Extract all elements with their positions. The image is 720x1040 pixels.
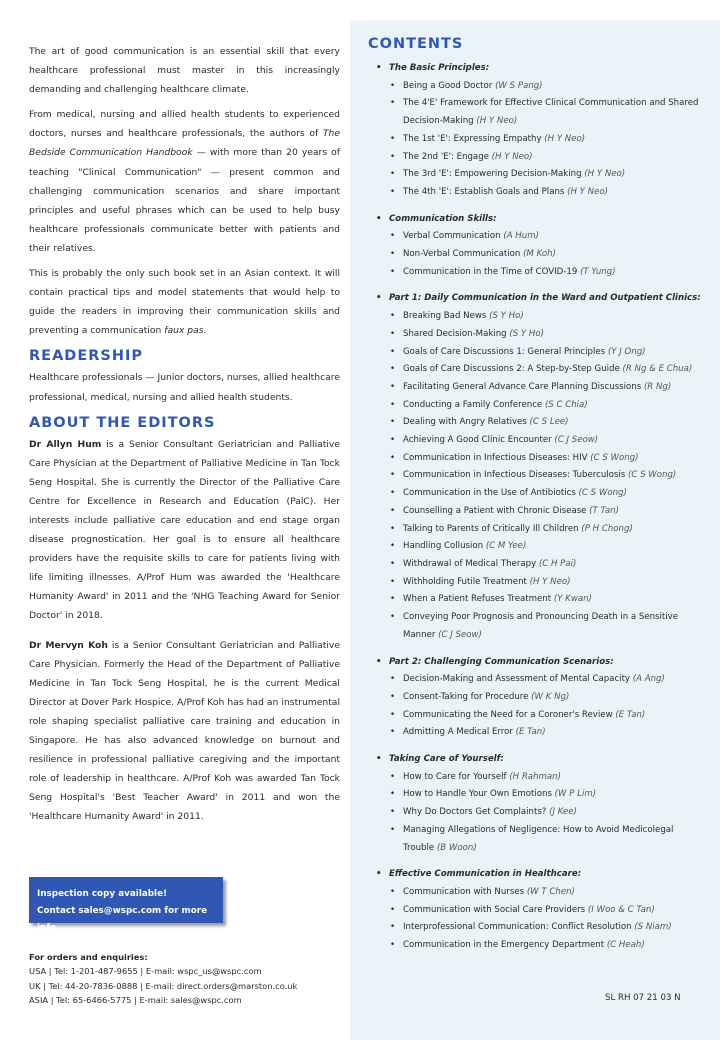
contents-item	[375, 467, 710, 485]
contents-item	[375, 264, 710, 282]
contents-item	[375, 485, 710, 503]
book-title: The Bedside Communication Handbook	[29, 128, 340, 159]
chapter-author: (H Y Neo)	[584, 169, 626, 180]
contents-item	[375, 689, 710, 707]
chapter-title: Communication with Social Care Providers	[403, 904, 588, 915]
contents-item	[375, 149, 710, 167]
contents-item	[375, 450, 710, 468]
intro-text-3-italic: faux pas	[164, 325, 204, 337]
orders-asia: ASIA | Tel: 65-6466-5775 | E-mail: sales@wspc.com	[29, 995, 242, 1006]
chapter-title: Breaking Bad News	[403, 311, 490, 322]
chapter-author: (T Tan)	[589, 505, 619, 516]
contents-item	[375, 591, 710, 609]
inspection-more-info: for more info	[37, 906, 208, 933]
chapter-title: Withholding Futile Treatment	[403, 576, 530, 587]
contents-section	[375, 290, 710, 644]
chapter-author: (H Y Neo)	[529, 576, 571, 587]
chapter-author: (J Kee)	[549, 807, 577, 818]
contents-section-heading: • Part 1: Daily Communication in the Ward and Outpatient Clinics:	[375, 290, 710, 308]
chapter-author: (E Tan)	[515, 727, 546, 738]
chapter-title: Conveying Poor Prognosis and Pronouncing Death in a Sensitive Manner	[403, 612, 679, 640]
chapter-author: (H Y Neo)	[491, 151, 533, 162]
contents-item	[375, 344, 710, 362]
contents-item	[375, 707, 710, 725]
chapter-author: (C S Lee)	[529, 417, 569, 428]
chapter-author: (W S Pang)	[495, 80, 543, 91]
readership-heading: READERSHIP	[29, 348, 143, 365]
contents-item	[375, 724, 710, 742]
chapter-author: (I Woo & C Tan)	[587, 904, 655, 915]
chapter-author: (A Ang)	[632, 674, 665, 685]
chapter-author: (H Y Neo)	[544, 133, 586, 144]
contents-section	[375, 866, 710, 955]
chapter-author: (T Yung)	[580, 266, 616, 277]
chapter-title: Withdrawal of Medical Therapy	[403, 558, 539, 569]
editors-heading: ABOUT THE EDITORS	[29, 414, 216, 431]
contents-item	[375, 228, 710, 246]
chapter-title: Achieving A Good Clinic Encounter	[403, 435, 555, 446]
editor-text-2: is a Senior Consultant Geriatrician and Palliative Care Physician. Formerly the Head of the Department of Palliative Medicine in Tan Tock Seng Hospital, he is the current Medical Director at Dover Park Hospice. A/Prof Koh has had an instrumental role shaping specialist palliative care training and education in Singapore. He has also advanced knowledge on burnout and resilience in professional palliative caregiving and the important role of leadership in healthcare. A/Prof Koh was awarded Tan Tock Seng Hospital's 'Best Teacher Award' in 2011 and won the 'Healthcare Humanity Award' in 2011.	[29, 639, 340, 823]
contents-item	[375, 95, 710, 130]
contents-item	[375, 769, 710, 787]
chapter-title: Decision-Making and Assessment of Mental Capacity	[403, 674, 633, 685]
contents-item	[375, 308, 710, 326]
chapter-title: Non-Verbal Communication	[403, 249, 524, 260]
chapter-author: (S C Chia)	[544, 399, 588, 410]
inspection-line-2	[37, 903, 223, 937]
editor-bio-1	[29, 435, 340, 626]
contents-item	[375, 822, 710, 857]
orders-title: For orders and enquiries:	[29, 952, 148, 962]
chapter-author: (C Heah)	[606, 940, 645, 951]
chapter-author: (B Woon)	[436, 842, 477, 853]
chapter-author: (Y J Ong)	[607, 346, 646, 357]
contents-section	[375, 60, 710, 202]
chapter-title: How to Handle Your Own Emotions	[403, 789, 555, 800]
contents-item	[375, 246, 710, 264]
chapter-author: (C M Yee)	[485, 541, 527, 552]
contents-item	[375, 166, 710, 184]
contents-section-heading: • Communication Skills:	[375, 211, 710, 229]
contents-section-heading: • Part 2: Challenging Communication Scenarios:	[375, 654, 710, 672]
contents-item	[375, 884, 710, 902]
inspection-email-link[interactable]: sales@wspc.com	[78, 906, 162, 916]
chapter-title: Handling Collusion	[403, 541, 486, 552]
editor-name-2: Dr Mervyn Koh	[29, 639, 108, 651]
chapter-title: Talking to Parents of Critically Ill Children	[403, 523, 582, 534]
orders-uk: UK | Tel: 44-20-7836-0888 | E-mail: direct.orders@marston.co.uk	[29, 980, 298, 991]
chapter-title: The 3rd 'E': Empowering Decision-Making	[403, 169, 585, 180]
contents-item	[375, 538, 710, 556]
chapter-author: (S Y Ho)	[489, 311, 524, 322]
inspection-copy-box[interactable]	[29, 877, 223, 933]
chapter-title: Communication in Infectious Diseases: Tuberculosis	[403, 470, 628, 481]
intro-text-2b: — with more than 20 years of teaching "Clinical Communication" — present common and challenging communication scenarios and share important principles and useful phrases which can be used to help busy healthcare professionals communicate better with patients and their relatives.	[29, 147, 340, 254]
chapter-author: (W K Ng)	[531, 691, 570, 702]
chapter-title: Why Do Doctors Get Complaints?	[403, 807, 550, 818]
contents-item	[375, 937, 710, 955]
chapter-author: (E Tan)	[615, 709, 646, 720]
editor-text-1: is a Senior Consultant Geriatrician and Palliative Care Physician at the Department of Palliative Medicine in Tan Tock Seng Hospital. She is currently the Director of the Palliative Care Centre for Excellence in Research and Education (PalC). Her interests include palliative care education and end stage organ disease prognostication. Her goal is to ensure all healthcare providers have the requisite skills to care for patients living with life limiting illnesses. A/Prof Hum was awarded the 'Healthcare Humanity Award' in 2011 and the 'NHG Teaching Award for Senior Doctor' in 2018.	[29, 438, 340, 622]
contents-item	[375, 804, 710, 822]
chapter-title: When a Patient Refuses Treatment	[403, 594, 554, 605]
intro-text-3a: This is probably the only such book set in an Asian context. It will contain practical tips and model statements that would help to guide the readers in improving their communication skills and preventing a communication	[29, 268, 340, 337]
left-column	[29, 42, 340, 836]
intro-text-3b: .	[203, 325, 207, 337]
chapter-author: (P H Chong)	[581, 523, 633, 534]
chapter-author: (C H Pai)	[538, 558, 577, 569]
orders-usa: USA | Tel: 1-201-487-9655 | E-mail: wspc_us@wspc.com	[29, 966, 262, 977]
chapter-author: (M Koh)	[523, 249, 556, 260]
chapter-title: Admitting A Medical Error	[403, 727, 516, 738]
inspection-line-1: Inspection copy available!	[37, 889, 168, 899]
contents-item	[375, 503, 710, 521]
contents-item	[375, 671, 710, 689]
contents-section-heading: • Taking Care of Yourself:	[375, 751, 710, 769]
table-of-contents	[375, 60, 710, 964]
intro-paragraph-2	[29, 105, 340, 258]
contents-item	[375, 919, 710, 937]
catalog-code: SL RH 07 21 03 N	[605, 993, 681, 1003]
chapter-author: (C S Wong)	[628, 470, 677, 481]
chapter-author: (A Hum)	[503, 231, 539, 242]
contents-section	[375, 751, 710, 857]
intro-text-2a: From medical, nursing and allied health students to experienced doctors, nurses and healthcare professionals, the authors of	[29, 109, 340, 140]
chapter-author: (C S Wong)	[578, 488, 627, 499]
chapter-title: Facilitating General Advance Care Planning Discussions	[403, 381, 644, 392]
chapter-title: The 4'E' Framework for Effective Clinical Communication and Shared Decision-Making	[403, 98, 699, 127]
chapter-title: Interprofessional Communication: Conflict Resolution	[403, 922, 635, 933]
chapter-title: Dealing with Angry Relatives	[403, 417, 530, 428]
chapter-author: (W P Lim)	[554, 789, 597, 800]
chapter-title: Consent-Taking for Procedure	[403, 691, 532, 702]
chapter-title: Goals of Care Discussions 2: A Step-by-Step Guide	[403, 364, 623, 375]
contents-item	[375, 432, 710, 450]
contents-section-heading: • Effective Communication in Healthcare:	[375, 866, 710, 884]
contents-item	[375, 786, 710, 804]
chapter-author: (C J Seow)	[554, 435, 599, 446]
chapter-author: (S Y Ho)	[509, 328, 544, 339]
chapter-author: (R Ng)	[643, 381, 672, 392]
chapter-title: Shared Decision-Making	[403, 328, 510, 339]
orders-block	[29, 950, 349, 1008]
chapter-title: The 4th 'E': Establish Goals and Plans	[403, 186, 568, 197]
editor-name-1: Dr Allyn Hum	[29, 438, 102, 450]
chapter-title: Communication in the Emergency Department	[403, 940, 607, 951]
contents-item	[375, 609, 710, 644]
contents-item	[375, 521, 710, 539]
chapter-title: Counselling a Patient with Chronic Disease	[403, 505, 590, 516]
contents-item	[375, 556, 710, 574]
chapter-author: (C S Wong)	[590, 452, 639, 463]
chapter-title: Goals of Care Discussions 1: General Principles	[403, 346, 608, 357]
chapter-title: Being a Good Doctor	[403, 80, 496, 91]
contents-item	[375, 78, 710, 96]
editor-bio-2	[29, 636, 340, 827]
chapter-title: Managing Allegations of Negligence: How to Avoid Medicolegal Trouble	[403, 824, 674, 853]
contents-section-heading: • The Basic Principles:	[375, 60, 710, 78]
chapter-title: The 1st 'E': Expressing Empathy	[403, 133, 545, 144]
chapter-author: (S Niam)	[634, 922, 672, 933]
contents-item	[375, 131, 710, 149]
chapter-title: Verbal Communication	[403, 231, 504, 242]
contents-item	[375, 902, 710, 920]
chapter-author: (W T Chen)	[526, 886, 575, 897]
chapter-author: (Y Kwan)	[553, 594, 592, 605]
contents-item	[375, 414, 710, 432]
chapter-title: How to Care for Yourself	[403, 771, 510, 782]
chapter-author: (H Rahman)	[509, 771, 561, 782]
chapter-title: Communication with Nurses	[403, 886, 527, 897]
contents-item	[375, 574, 710, 592]
chapter-title: The 2nd 'E': Engage	[403, 151, 492, 162]
contents-section	[375, 654, 710, 743]
chapter-author: (H Y Neo)	[476, 116, 518, 127]
contents-item	[375, 184, 710, 202]
contents-section	[375, 211, 710, 282]
inspection-contact-text: Contact	[37, 906, 79, 916]
chapter-title: Communication in the Time of COVID-19	[403, 266, 581, 277]
chapter-author: (H Y Neo)	[567, 186, 608, 197]
intro-paragraph-1	[29, 42, 340, 99]
chapter-author: (R Ng & E Chua)	[622, 364, 693, 375]
chapter-title: Communicating the Need for a Coroner's Review	[403, 709, 616, 720]
contents-item	[375, 397, 710, 415]
contents-title: CONTENTS	[368, 36, 464, 52]
contents-item	[375, 326, 710, 344]
intro-paragraph-3	[29, 264, 340, 340]
chapter-title: Conducting a Family Conference	[403, 399, 545, 410]
contents-item	[375, 361, 710, 379]
chapter-title: Communication in the Use of Antibiotics	[403, 488, 579, 499]
chapter-author: (C J Seow)	[438, 629, 482, 640]
contents-item	[375, 379, 710, 397]
readership-text: Healthcare professionals — Junior doctors, nurses, allied healthcare professional, medical, nursing and allied health students.	[29, 372, 341, 403]
chapter-title: Communication in Infectious Diseases: HIV	[403, 452, 591, 463]
intro-text-1: The art of good communication is an essential skill that every healthcare professional must master in this increasingly demanding and challenging healthcare climate.	[29, 46, 340, 96]
